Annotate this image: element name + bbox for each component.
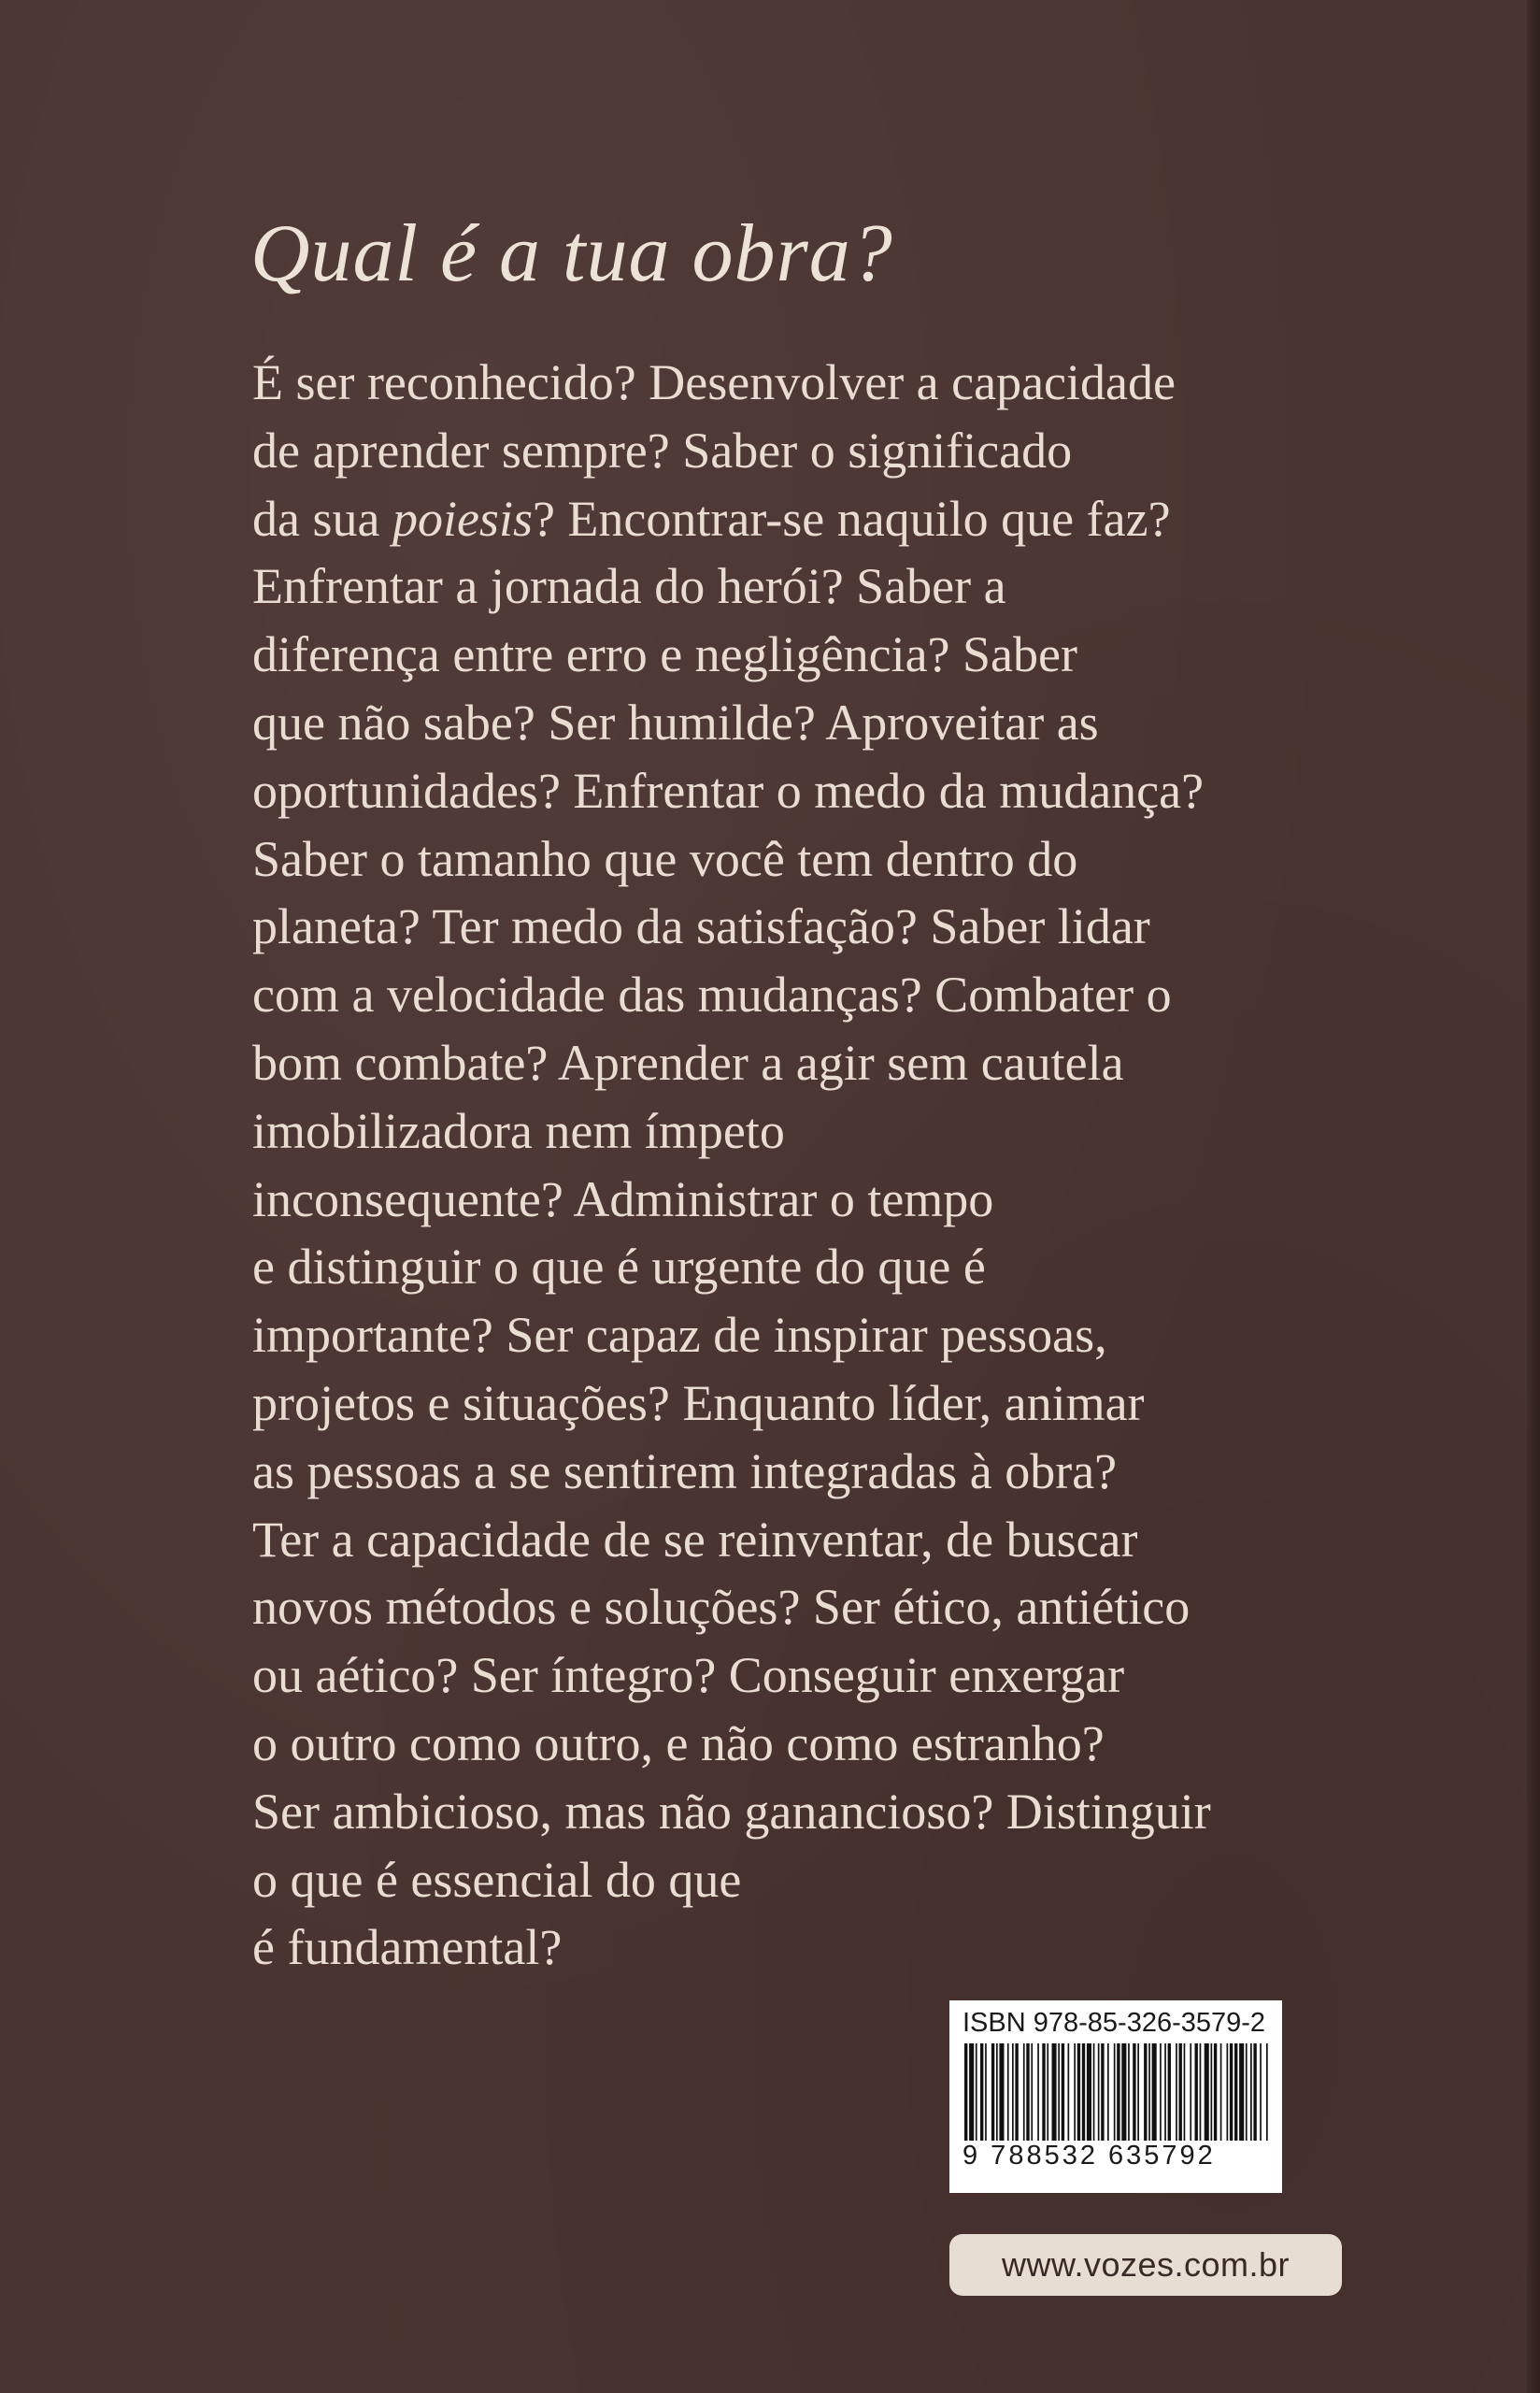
blurb-line [252, 485, 1355, 553]
barcode-bar [1214, 2043, 1217, 2141]
barcode-bar [969, 2043, 974, 2141]
blurb-line: oportunidades? Enfrentar o medo da mudança? [252, 762, 1205, 819]
blurb-line: o outro como outro, e não como estranho? [252, 1714, 1105, 1771]
blurb-line: que não sabe? Ser humilde? Aproveitar as [252, 694, 1099, 751]
barcode-bar [991, 2043, 994, 2141]
barcode-bar [1012, 2043, 1014, 2141]
barcode-bar [1164, 2043, 1166, 2141]
barcode-block [949, 2000, 1282, 2193]
blurb-italic-term: poiesis [392, 490, 533, 547]
barcode-bar [1205, 2043, 1209, 2141]
barcode-bar [976, 2043, 977, 2141]
blurb-line: ou aético? Ser íntegro? Conseguir enxergar [252, 1647, 1125, 1704]
barcode-bar [1098, 2043, 1100, 2141]
blurb-line: Ter a capacidade de se reinventar, de buscar [252, 1511, 1138, 1568]
barcode-bar [1026, 2043, 1029, 2141]
barcode-bar [1250, 2043, 1252, 2141]
barcode-bar [996, 2043, 998, 2141]
blurb-line: com a velocidade das mudanças? Combater o [252, 967, 1172, 1024]
blurb-line: imobilizadora nem ímpeto [252, 1102, 785, 1159]
barcode-bar [1015, 2043, 1018, 2141]
barcode-bar [1266, 2043, 1268, 2141]
barcode-bar [999, 2043, 1004, 2141]
barcode-image [962, 2043, 1269, 2141]
barcode-bar [1195, 2043, 1198, 2141]
barcode-bar [1184, 2043, 1186, 2141]
barcode-bar [1253, 2043, 1256, 2141]
barcode-bar [1107, 2043, 1109, 2141]
blurb-line: importante? Ser capaz de inspirar pessoas, [252, 1307, 1107, 1364]
blurb-line: É ser reconhecido? Desenvolver a capacidade [252, 354, 1176, 410]
blurb-line-start: da sua [252, 490, 392, 547]
barcode-bar [1137, 2043, 1139, 2141]
barcode-bar [1190, 2043, 1191, 2141]
barcode-bar [1227, 2043, 1229, 2141]
blurb-line: as pessoas a se sentirem integradas à obra? [252, 1442, 1118, 1499]
barcode-bar [1007, 2043, 1009, 2141]
barcode-bar [1176, 2043, 1177, 2141]
barcode-bar [1152, 2043, 1157, 2141]
blurb-line: projetos e situações? Enquanto líder, animar [252, 1374, 1145, 1431]
barcode-bar [1133, 2043, 1135, 2141]
barcode-bar [1234, 2043, 1237, 2141]
blurb-line: Ser ambicioso, mas não ganancioso? Distinguir [252, 1783, 1211, 1840]
barcode-bar [1260, 2043, 1262, 2141]
barcode-bar [1052, 2043, 1057, 2141]
cover-title: Qual é a tua obra? [250, 208, 893, 299]
blurb-line: o que é essencial do que [252, 1851, 742, 1908]
blurb-line: Enfrentar a jornada do herói? Saber a [252, 558, 1006, 615]
barcode-bar [1042, 2043, 1045, 2141]
barcode-bar [1114, 2043, 1116, 2141]
isbn-label: ISBN 978-85-326-3579-2 [962, 2008, 1266, 2038]
blurb-line: é fundamental? [252, 1919, 563, 1976]
blurb-line: novos métodos e soluções? Ser ético, antiético [252, 1579, 1191, 1636]
barcode-bar [1062, 2043, 1064, 2141]
barcode-bar [964, 2043, 967, 2141]
blurb-line: planeta? Ter medo da satisfação? Saber lidar [252, 898, 1150, 955]
barcode-bar [1168, 2043, 1171, 2141]
blurb-line: diferença entre erro e negligência? Saber [252, 626, 1077, 683]
barcode-bar [1031, 2043, 1033, 2141]
barcode-bar [1160, 2043, 1162, 2141]
cover-edge-shadow [1527, 0, 1540, 2393]
barcode-bar [1239, 2043, 1244, 2141]
barcode-bar [1220, 2043, 1222, 2141]
blurb-line: inconsequente? Administrar o tempo [252, 1170, 994, 1227]
blurb-line-end: ? Encontrar-se naquilo que faz? [532, 490, 1171, 547]
barcode-bar [1074, 2043, 1076, 2141]
barcode-bar [1037, 2043, 1039, 2141]
blurb-text [252, 349, 1355, 1982]
barcode-bar [1058, 2043, 1060, 2141]
barcode-bar [980, 2043, 983, 2141]
barcode-bar [1200, 2043, 1202, 2141]
barcode-bar [1144, 2043, 1147, 2141]
barcode-bar [1023, 2043, 1025, 2141]
barcode-bar [1179, 2043, 1182, 2141]
barcode-bar [1101, 2043, 1104, 2141]
barcode-bar [1211, 2043, 1213, 2141]
barcode-bar [1230, 2043, 1233, 2141]
barcode-bar [1068, 2043, 1070, 2141]
blurb-line: Saber o tamanho que você tem dentro do [252, 830, 1078, 887]
barcode-bar [1121, 2043, 1126, 2141]
barcode-bar [1093, 2043, 1095, 2141]
blurb-line: e distinguir o que é urgente do que é [252, 1239, 986, 1296]
barcode-bar [1087, 2043, 1091, 2141]
barcode-bar [1246, 2043, 1248, 2141]
barcode-bar [1082, 2043, 1085, 2141]
barcode-bar [1148, 2043, 1150, 2141]
barcode-digits: 9 788532 635792 [962, 2141, 1216, 2171]
barcode-bar [985, 2043, 987, 2141]
blurb-line: bom combate? Aprender a agir sem cautela [252, 1034, 1124, 1091]
blurb-line: de aprender sempre? Saber o significado [252, 422, 1073, 479]
barcode-bar [1128, 2043, 1130, 2141]
barcode-bar [1047, 2043, 1048, 2141]
publisher-website: www.vozes.com.br [949, 2234, 1342, 2296]
barcode-bar [1117, 2043, 1119, 2141]
barcode-bar [1077, 2043, 1080, 2141]
